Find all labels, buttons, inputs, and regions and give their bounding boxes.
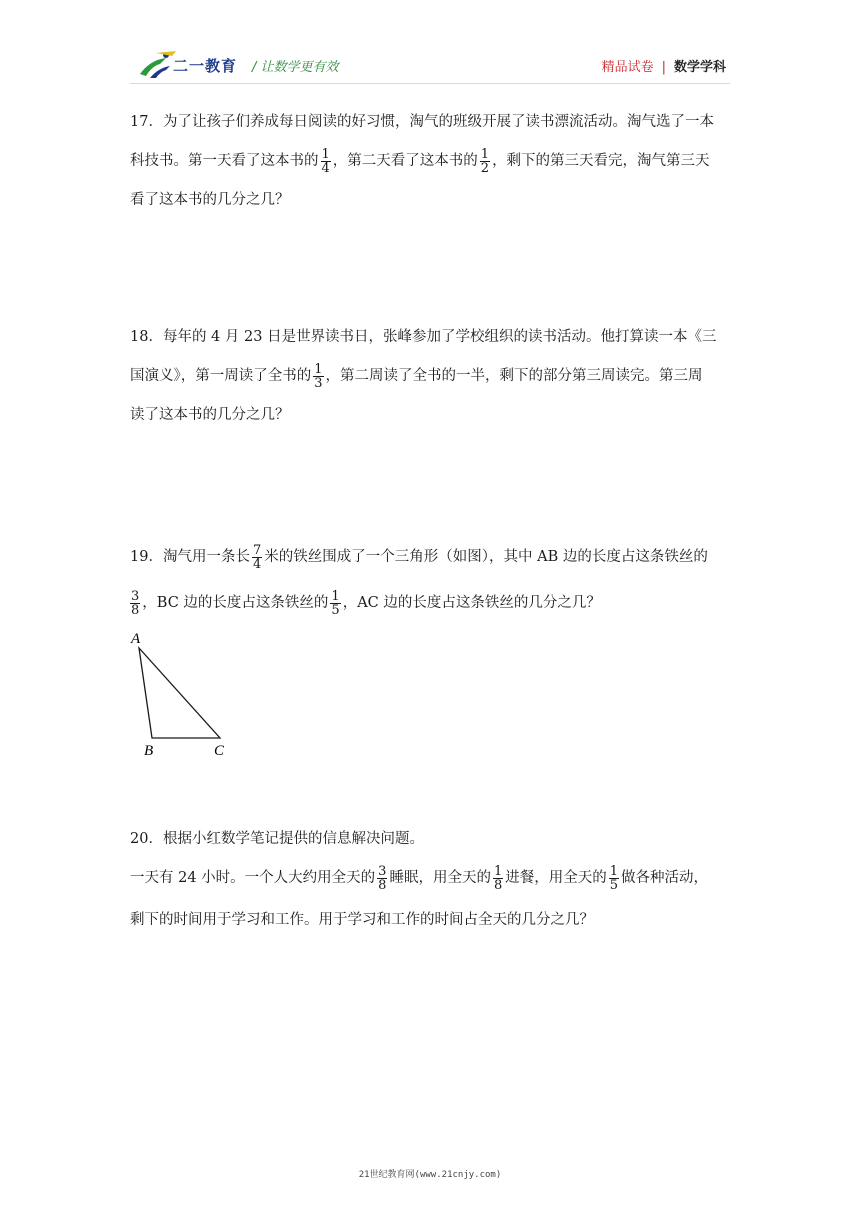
fraction: $\frac{3}{8}$: [378, 863, 387, 893]
question-20: [130, 822, 730, 940]
vertex-label-a: A: [131, 631, 141, 647]
q17-line2: 科技书。第一天看了这本书的 $\frac{1}{4}$ ，第二天看了这本书的 $\frac{1}{2}$ ，剩下的第三天看完，淘气第三天: [130, 146, 710, 176]
logo-text: 二一教育: [173, 57, 238, 75]
fraction: $\frac{3}{8}$: [131, 588, 140, 618]
q17-line3: 看了这本书的几分之几？: [130, 192, 290, 208]
vertex-label-c: C: [214, 743, 225, 758]
q20-line3: 剩下的时间用于学习和工作。用于学习和工作的时间占全天的几分之几？: [130, 912, 594, 928]
fraction: $\frac{1}{4}$: [321, 146, 330, 176]
page-footer: 21世纪教育网(www.21cnjy.com): [358, 1170, 502, 1180]
fraction: $\frac{1}{5}$: [609, 863, 619, 893]
label-separator: |: [661, 60, 666, 75]
page-header: [0, 0, 860, 90]
header-divider: [130, 83, 730, 84]
triangle-figure: [128, 628, 238, 758]
q19-line2: $\frac{3}{8}$ ，BC 边的长度占这条铁丝的 $\frac{1}{5}$ ，AC 边的长度占这条铁丝的几分之几？: [131, 588, 601, 618]
header-labels: [602, 56, 726, 75]
fraction: $\frac{1}{8}$: [493, 863, 503, 893]
q17-line1: 17．为了让孩子们养成每日阅读的好习惯，淘气的班级开展了读书漂流活动。淘气选了一本: [130, 114, 714, 130]
label-subject: 数学学科: [673, 60, 726, 75]
q20-line1: 20．根据小红数学笔记提供的信息解决问题。: [130, 831, 424, 847]
fraction: $\frac{1}{3}$: [314, 361, 323, 391]
question-17: [130, 103, 730, 220]
q18-line3: 读了这本书的几分之几？: [130, 407, 290, 423]
header-slogan: / 让数学更有效: [252, 60, 339, 75]
q18-line1: 18．每年的 4 月 23 日是世界读书日，张峰参加了学校组织的读书活动。他打算读一本《三: [130, 329, 717, 345]
question-18: [130, 318, 730, 435]
q20-line2: 一天有 24 小时。一个人大约用全天的 $\frac{3}{8}$ 睡眠，用全天的 $\frac{1}{8}$ 进餐，用全天的 $\frac{1}{5}$ 做各种活动，: [130, 863, 709, 893]
fraction: $\frac{1}{2}$: [480, 146, 490, 176]
label-premium: 精品试卷: [601, 60, 654, 75]
vertex-label-b: B: [144, 743, 154, 758]
q19-line1: 19．淘气用一条长 $\frac{7}{4}$ 米的铁丝围成了一个三角形（如图），其中 AB 边的长度占这条铁丝的: [130, 542, 708, 572]
fraction: $\frac{1}{5}$: [331, 588, 340, 618]
question-19: [130, 534, 730, 626]
fraction: $\frac{7}{4}$: [252, 542, 262, 572]
q18-line2: 国演义》，第一周读了全书的 $\frac{1}{3}$ ，第二周读了全书的一半，剩下的部分第三周读完。第三周: [130, 361, 703, 391]
